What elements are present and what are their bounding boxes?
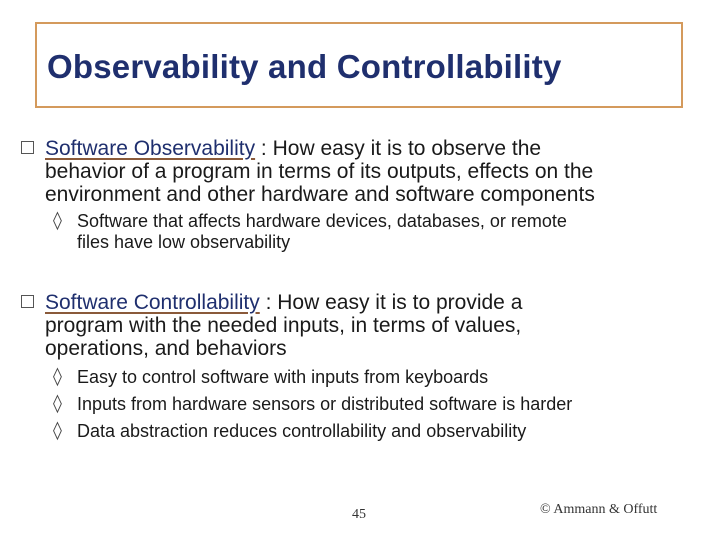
square-bullet-icon xyxy=(21,295,34,308)
copyright: © Ammann & Offutt xyxy=(540,502,658,517)
diamond-bullet-icon: ◊ xyxy=(53,420,62,441)
sub-bullet-text: Easy to control software with inputs from keyboards xyxy=(77,367,489,387)
sub-line: files have low observability xyxy=(77,232,291,252)
sub-bullet-text: Data abstraction reduces controllability and observability xyxy=(77,421,527,441)
bullet-line: program with the needed inputs, in terms of values, xyxy=(45,314,522,337)
sub-bullet-text xyxy=(77,211,697,253)
bullet-line: environment and other hardware and software components xyxy=(45,183,595,206)
term-controllability: Software Controllability xyxy=(45,291,260,314)
bullet-text xyxy=(45,137,709,206)
diamond-bullet-icon: ◊ xyxy=(53,393,62,414)
sub-line: Software that affects hardware devices, databases, or remote xyxy=(77,211,567,231)
sub-bullet xyxy=(53,211,703,255)
bullet-line: : How easy it is to observe the xyxy=(255,137,542,160)
bullet-observability xyxy=(21,137,711,207)
term-observability: Software Observability xyxy=(45,137,256,160)
page-number: 45 xyxy=(352,507,366,522)
diamond-bullet-icon: ◊ xyxy=(53,366,62,387)
slide-title: Observability and Controllability xyxy=(47,48,562,85)
sub-bullet-text: Inputs from hardware sensors or distributed software is harder xyxy=(77,394,573,414)
bullet-line: : How easy it is to provide a xyxy=(259,291,523,314)
bullet-controllability xyxy=(21,291,711,361)
bullet-line: behavior of a program in terms of its outputs, effects on the xyxy=(45,160,594,183)
diamond-bullet-icon: ◊ xyxy=(53,210,62,231)
square-bullet-icon xyxy=(21,141,34,154)
bullet-line: operations, and behaviors xyxy=(45,337,287,360)
bullet-text xyxy=(45,291,709,360)
title-box xyxy=(35,22,683,108)
